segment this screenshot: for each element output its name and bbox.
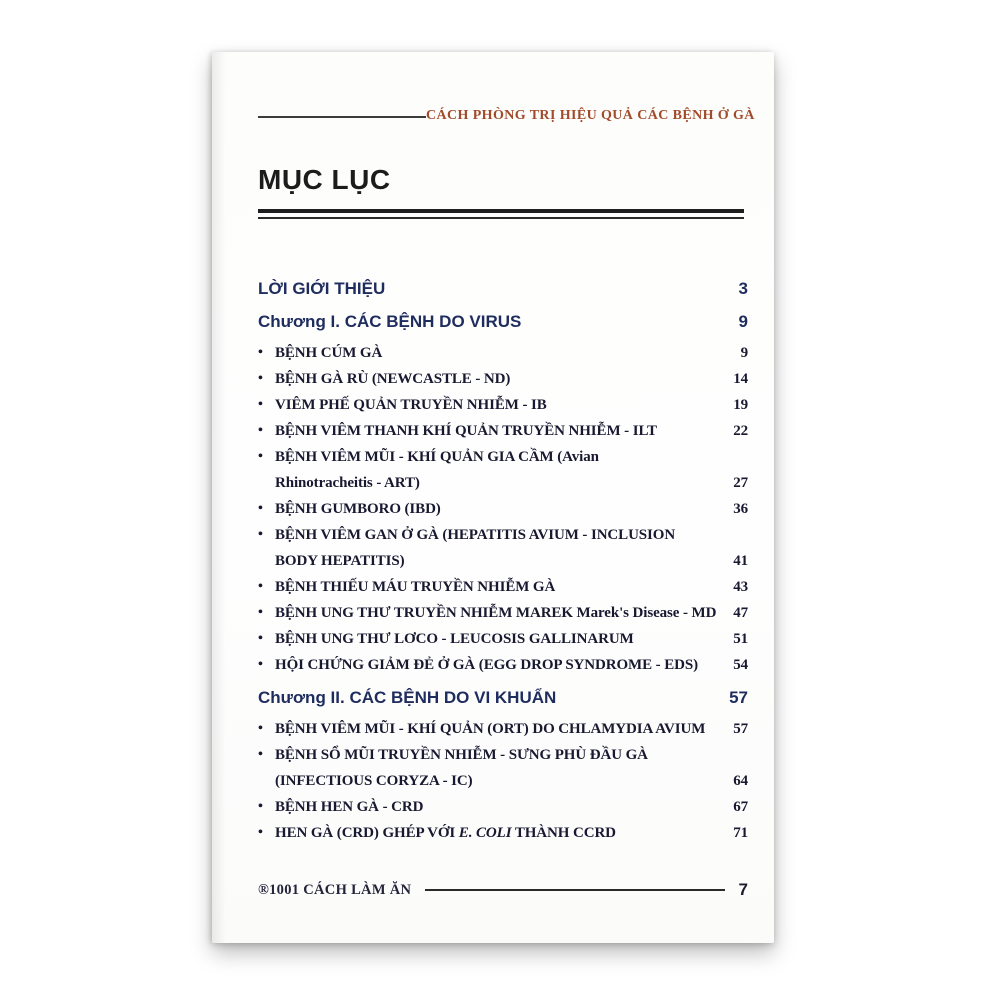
bullet-icon: • xyxy=(258,345,263,360)
bullet-icon: • xyxy=(258,527,263,542)
bullet-icon: • xyxy=(258,721,263,736)
toc-row xyxy=(258,820,748,846)
toc-row-chapter-2 xyxy=(258,685,748,711)
toc-entry-page: 64 xyxy=(733,773,748,789)
toc-row xyxy=(258,392,748,418)
toc-row xyxy=(258,496,748,522)
toc-row xyxy=(258,626,748,652)
toc-entry-page: 3 xyxy=(738,279,748,298)
toc-entry-page: 22 xyxy=(733,423,748,439)
running-header xyxy=(258,108,755,124)
toc-entry-page: 43 xyxy=(733,579,748,595)
toc-entry-page: 19 xyxy=(733,397,748,413)
book-page xyxy=(212,52,774,943)
page-footer xyxy=(258,880,748,900)
bullet-icon: • xyxy=(258,747,263,762)
bullet-icon: • xyxy=(258,631,263,646)
toc-row xyxy=(258,444,748,496)
running-title: CÁCH PHÒNG TRỊ HIỆU QUẢ CÁC BỆNH Ở GÀ xyxy=(426,108,755,123)
toc-entry-label: • BỆNH HEN GÀ - CRD xyxy=(258,794,720,820)
toc-entry-page: 36 xyxy=(733,501,748,517)
toc-row xyxy=(258,652,748,678)
toc-entry-label: Chương II. CÁC BỆNH DO VI KHUẨN xyxy=(258,688,557,707)
toc-row xyxy=(258,574,748,600)
toc-row-chapter-1 xyxy=(258,309,748,335)
toc-entry-page: 57 xyxy=(729,688,748,707)
toc-entry-label: • BỆNH UNG THƯ LƠCO - LEUCOSIS GALLINARUM xyxy=(258,626,720,652)
toc-entry-label: • VIÊM PHẾ QUẢN TRUYỀN NHIỄM - IB xyxy=(258,392,720,418)
bullet-icon: • xyxy=(258,657,263,672)
toc-entry-page: 67 xyxy=(733,799,748,815)
toc-row xyxy=(258,600,748,626)
bullet-icon: • xyxy=(258,605,263,620)
title-double-rule xyxy=(258,209,744,219)
toc-entry-label: • BỆNH VIÊM MŨI - KHÍ QUẢN (ORT) DO CHLAMYDIA AVIUM xyxy=(258,716,720,742)
bullet-icon: • xyxy=(258,799,263,814)
toc-entry-page: 9 xyxy=(738,312,748,331)
toc-entry-label: • BỆNH CÚM GÀ xyxy=(258,340,720,366)
toc-entry-page: 54 xyxy=(733,657,748,673)
toc-entry-label: • BỆNH UNG THƯ TRUYỀN NHIỄM MAREK Marek's Disease - MD xyxy=(258,600,720,626)
bullet-icon: • xyxy=(258,579,263,594)
toc-entry-label: LỜI GIỚI THIỆU xyxy=(258,279,386,298)
toc-row xyxy=(258,340,748,366)
toc-entry-label: • BỆNH VIÊM THANH KHÍ QUẢN TRUYỀN NHIỄM - ILT xyxy=(258,418,720,444)
header-rule xyxy=(258,116,426,118)
italic-segment: E. COLI xyxy=(458,825,512,841)
bullet-icon: • xyxy=(258,501,263,516)
toc-entry-label-line2: BODY HEPATITIS) xyxy=(275,553,405,569)
toc-row xyxy=(258,522,748,574)
toc-entry-page: 9 xyxy=(740,345,748,361)
toc-entry-page: 71 xyxy=(733,825,748,841)
footer-page-number: 7 xyxy=(738,880,748,899)
bullet-icon: • xyxy=(258,825,263,840)
toc-row xyxy=(258,366,748,392)
toc-row xyxy=(258,794,748,820)
toc-entry-page: 57 xyxy=(733,721,748,737)
toc-row xyxy=(258,716,748,742)
bullet-icon: • xyxy=(258,397,263,412)
toc-entry-page: 47 xyxy=(733,605,748,621)
toc-entry-page: 51 xyxy=(733,631,748,647)
toc-entry-page: 41 xyxy=(733,553,748,569)
toc-entry-page: 14 xyxy=(733,371,748,387)
footer-imprint: ®1001 CÁCH LÀM ĂN xyxy=(258,881,412,898)
toc-entry-label: • BỆNH GÀ RÙ (NEWCASTLE - ND) xyxy=(258,366,720,392)
bullet-icon: • xyxy=(258,423,263,438)
toc-row xyxy=(258,742,748,794)
toc-entry-page: 27 xyxy=(733,475,748,491)
toc-entry-label: Chương I. CÁC BỆNH DO VIRUS xyxy=(258,312,522,331)
footer-rule xyxy=(425,889,724,891)
toc-entry-label: • BỆNH SỔ MŨI TRUYỀN NHIỄM - SƯNG PHÙ ĐẦU GÀ xyxy=(258,742,720,768)
toc-entry-label-line2: Rhinotracheitis - ART) xyxy=(275,475,420,491)
toc-entry-label-line2: (INFECTIOUS CORYZA - IC) xyxy=(275,773,473,789)
toc-entry-label: • BỆNH VIÊM GAN Ở GÀ (HEPATITIS AVIUM - INCLUSION xyxy=(258,522,720,548)
toc-entry-label: • BỆNH GUMBORO (IBD) xyxy=(258,496,720,522)
toc-row xyxy=(258,418,748,444)
bullet-icon: • xyxy=(258,449,263,464)
page-title: MỤC LỤC xyxy=(258,164,391,195)
toc-entry-label: • HEN GÀ (CRD) GHÉP VỚI E. COLI THÀNH CCRD xyxy=(258,820,720,846)
toc-row-intro xyxy=(258,276,748,302)
table-of-contents xyxy=(258,276,748,846)
toc-entry-label: • HỘI CHỨNG GIẢM ĐẺ Ở GÀ (EGG DROP SYNDROME - EDS) xyxy=(258,652,720,678)
toc-entry-label: • BỆNH THIẾU MÁU TRUYỀN NHIỄM GÀ xyxy=(258,574,720,600)
toc-entry-label: • BỆNH VIÊM MŨI - KHÍ QUẢN GIA CẦM (Avian xyxy=(258,444,720,470)
bullet-icon: • xyxy=(258,371,263,386)
